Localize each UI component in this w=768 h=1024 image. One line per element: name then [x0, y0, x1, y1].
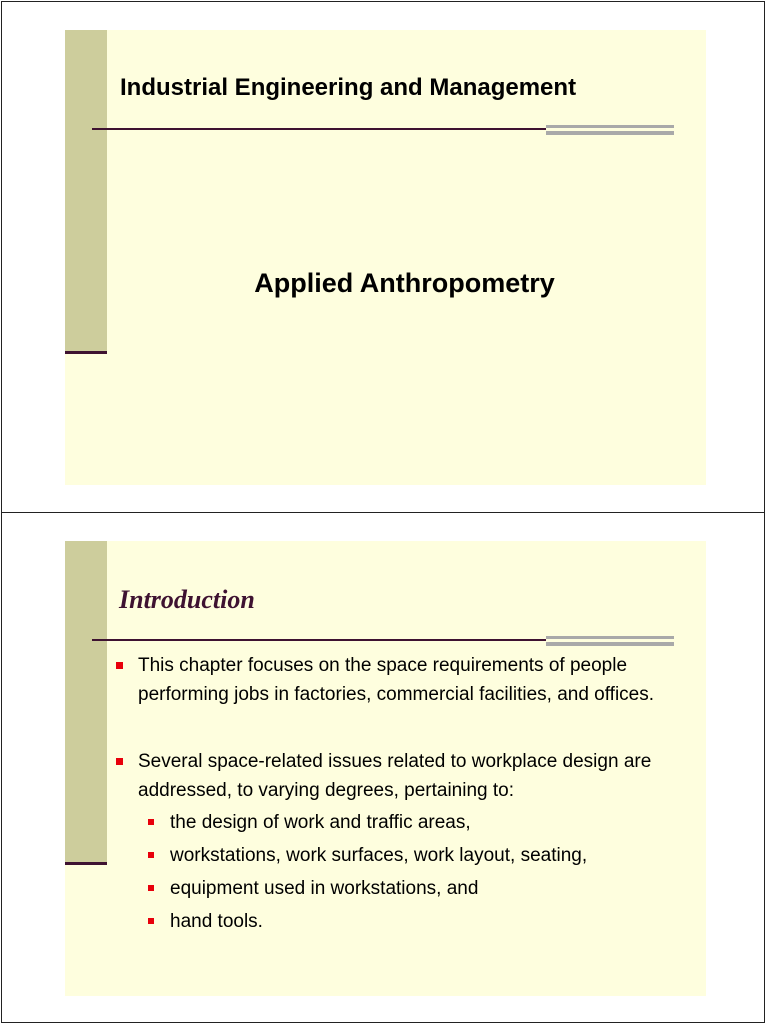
header-title: Industrial Engineering and Management — [120, 74, 577, 101]
slide-title: Introduction — [119, 585, 255, 614]
bullet-text: Several space-related issues related to workplace design are addressed, to varying degrees, pertaining to: — [138, 751, 652, 801]
slide-2 — [65, 541, 706, 996]
square-bullet-icon — [116, 758, 123, 765]
slide-1 — [65, 30, 706, 485]
sub-bullet-item — [115, 839, 695, 872]
sub-bullet-item — [115, 905, 695, 938]
bullet-text: This chapter focuses on the space requirements of people performing jobs in factories, commercial facilities, and offices. — [138, 655, 655, 705]
side-bar — [65, 30, 107, 352]
sub-bullet-text: hand tools. — [170, 911, 263, 932]
sub-bullet-item — [115, 872, 695, 905]
rule-accent — [546, 636, 674, 646]
page-1 — [1, 1, 765, 513]
bullet-item — [115, 651, 695, 709]
square-bullet-icon — [116, 662, 123, 669]
rule-accent — [546, 125, 674, 135]
side-bar-tick — [65, 351, 107, 354]
square-bullet-icon — [148, 852, 154, 858]
page-2 — [1, 512, 765, 1023]
sub-bullet-item — [115, 806, 695, 839]
sub-bullet-text: the design of work and traffic areas, — [170, 812, 471, 833]
bullet-item — [115, 747, 695, 805]
side-bar-tick — [65, 862, 107, 865]
square-bullet-icon — [148, 918, 154, 924]
square-bullet-icon — [148, 819, 154, 825]
sub-bullet-text: equipment used in workstations, and — [170, 878, 479, 899]
side-bar — [65, 541, 107, 863]
square-bullet-icon — [148, 885, 154, 891]
slide-main-title: Applied Anthropometry — [254, 268, 555, 298]
bullet-list — [115, 651, 695, 938]
sub-bullet-text: workstations, work surfaces, work layout, seating, — [170, 845, 588, 866]
